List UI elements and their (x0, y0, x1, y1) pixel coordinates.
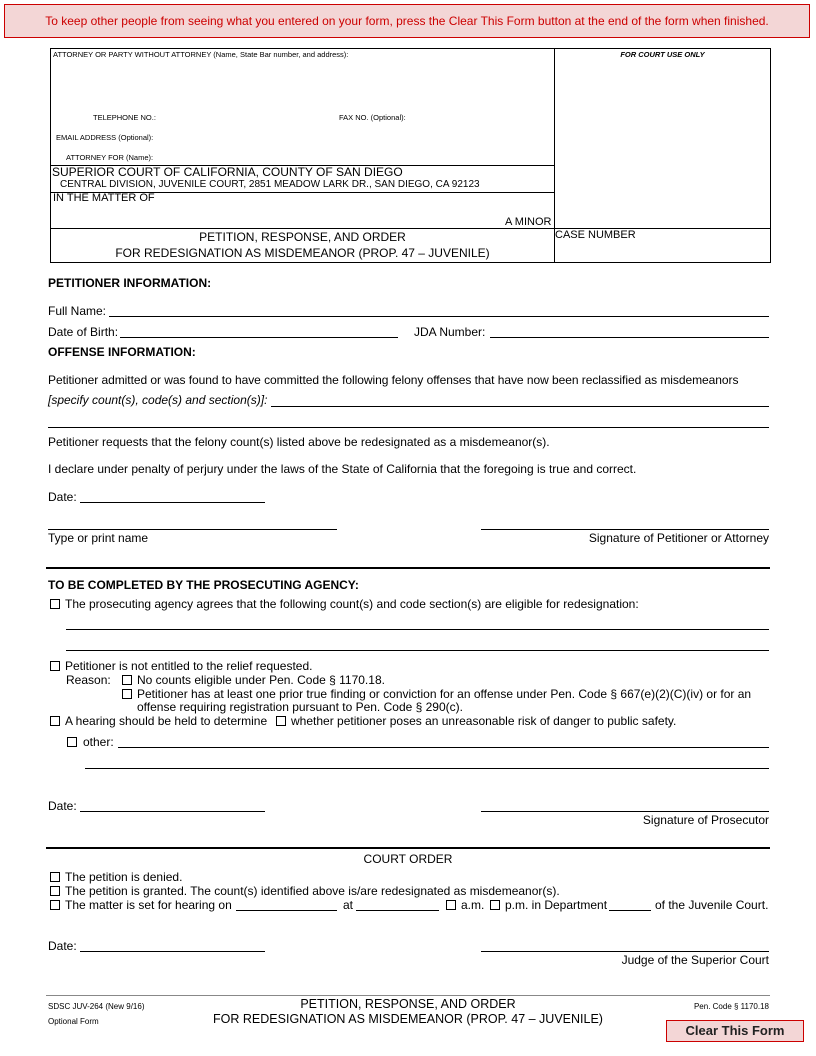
judge-date-label: Date: (48, 939, 77, 953)
granted-checkbox[interactable] (50, 886, 60, 896)
privacy-notice: To keep other people from seeing what you entered on your form, press the Clear This Form button at the end of the form when finished. (4, 4, 810, 38)
not-entitled-checkbox[interactable] (50, 661, 60, 671)
reason2-checkbox[interactable] (122, 689, 132, 699)
dob-label: Date of Birth: (48, 325, 119, 339)
agrees-checkbox[interactable] (50, 599, 60, 609)
print-name-label: Type or print name (48, 531, 149, 545)
footer-title-line2: FOR REDESIGNATION AS MISDEMEANOR (PROP. 47 – JUVENILE) (213, 1012, 603, 1026)
reason-label: Reason: (66, 673, 111, 687)
petitioner-date-field[interactable] (80, 502, 265, 503)
full-name-field[interactable] (109, 316, 769, 317)
fax-label: FAX NO. (Optional): (339, 113, 406, 122)
agrees-label: The prosecuting agency agrees that the following count(s) and code section(s) are eligible for redesignation: (65, 597, 639, 611)
court-name: SUPERIOR COURT OF CALIFORNIA, COUNTY OF SAN DIEGO (52, 165, 403, 179)
footer-title-line1: PETITION, RESPONSE, AND ORDER (300, 997, 516, 1011)
at-label: at (343, 898, 354, 912)
petitioner-heading: PETITIONER INFORMATION: (48, 276, 212, 290)
prosecutor-date-label: Date: (48, 799, 77, 813)
hearing-set-label: The matter is set for hearing on (65, 898, 232, 912)
not-entitled-label: Petitioner is not entitled to the relief requested. (65, 659, 313, 673)
other-label: other: (83, 735, 114, 749)
eligible-field-1[interactable] (66, 629, 769, 630)
section-divider-2 (46, 847, 770, 849)
hearing-date-field[interactable] (236, 910, 337, 911)
offense-field-2[interactable] (48, 427, 769, 428)
full-name-label: Full Name: (48, 304, 107, 318)
prosecutor-signature-line (481, 811, 769, 812)
petitioner-signature-line (481, 529, 769, 530)
court-use-label: FOR COURT USE ONLY (620, 50, 705, 59)
offense-field-1[interactable] (271, 406, 769, 407)
reason1-label: No counts eligible under Pen. Code § 1170.18. (137, 673, 385, 687)
risk-label: whether petitioner poses an unreasonable risk of danger to public safety. (291, 714, 677, 728)
court-order-heading: COURT ORDER (363, 852, 453, 866)
judge-signature-label: Judge of the Superior Court (621, 953, 769, 967)
prosecutor-date-field[interactable] (80, 811, 265, 812)
hearing-checkbox[interactable] (50, 716, 60, 726)
petitioner-signature-label: Signature of Petitioner or Attorney (588, 531, 769, 545)
petitioner-date-label: Date: (48, 490, 77, 504)
code-reference: Pen. Code § 1170.18 (693, 1002, 769, 1011)
risk-checkbox[interactable] (276, 716, 286, 726)
other-field-1[interactable] (118, 747, 769, 748)
eligible-field-2[interactable] (66, 650, 769, 651)
denied-checkbox[interactable] (50, 872, 60, 882)
jda-field[interactable] (490, 337, 769, 338)
reason2-label-cont: offense requiring registration pursuant to Pen. Code § 290(c). (137, 700, 463, 714)
judge-signature-line (481, 951, 769, 952)
offense-specify: [specify count(s), code(s) and section(s)]: (48, 393, 268, 407)
am-checkbox[interactable] (446, 900, 456, 910)
pm-label: p.m. in Department (505, 898, 608, 912)
other-checkbox[interactable] (67, 737, 77, 747)
pm-checkbox[interactable] (490, 900, 500, 910)
form-title-line1: PETITION, RESPONSE, AND ORDER (199, 230, 406, 244)
offense-heading: OFFENSE INFORMATION: (48, 345, 196, 359)
hearing-time-field[interactable] (356, 910, 439, 911)
court-address: CENTRAL DIVISION, JUVENILE COURT, 2851 MEADOW LARK DR., SAN DIEGO, CA 92123 (60, 179, 480, 190)
reason2-label: Petitioner has at least one prior true finding or conviction for an offense under Pen. Code § 667(e)(2)(C)(iv) or for an (137, 687, 752, 701)
section-divider-1 (46, 567, 770, 569)
denied-label: The petition is denied. (65, 870, 183, 884)
print-name-field[interactable] (48, 529, 337, 530)
hearing-label: A hearing should be held to determine (65, 714, 268, 728)
prosecutor-signature-label: Signature of Prosecutor (642, 813, 769, 827)
clear-form-button[interactable]: Clear This Form (666, 1020, 804, 1042)
attorney-for-label: ATTORNEY FOR (Name): (66, 153, 154, 162)
hearing-set-checkbox[interactable] (50, 900, 60, 910)
case-number-label: CASE NUMBER (555, 229, 636, 241)
request-text: Petitioner requests that the felony count(s) listed above be redesignated as a misdemeanor(s). (48, 435, 550, 449)
attorney-label: ATTORNEY OR PARTY WITHOUT ATTORNEY (Name, State Bar number, and address): (53, 50, 349, 59)
attorney-box (50, 48, 555, 166)
matter-label: IN THE MATTER OF (53, 192, 155, 204)
granted-label: The petition is granted. The count(s) identified above is/are redesignated as misdemeanor(s). (65, 884, 560, 898)
form-id: SDSC JUV-264 (New 9/16) (48, 1002, 145, 1011)
optional-form: Optional Form (48, 1017, 99, 1026)
juvenile-court-label: of the Juvenile Court. (655, 898, 769, 912)
form-title-line2: FOR REDESIGNATION AS MISDEMEANOR (PROP. 47 – JUVENILE) (115, 246, 490, 260)
minor-label: A MINOR (505, 216, 552, 228)
department-field[interactable] (609, 910, 651, 911)
telephone-label: TELEPHONE NO.: (93, 113, 156, 122)
dob-field[interactable] (120, 337, 398, 338)
declaration-text: I declare under penalty of perjury under the laws of the State of California that the foregoing is true and correct. (48, 462, 637, 476)
other-field-2[interactable] (85, 768, 769, 769)
reason1-checkbox[interactable] (122, 675, 132, 685)
offense-text: Petitioner admitted or was found to have committed the following felony offenses that have now been reclassified as misdemeanors (48, 373, 739, 387)
court-use-box (554, 48, 771, 229)
prosecuting-heading: TO BE COMPLETED BY THE PROSECUTING AGENCY: (48, 578, 359, 592)
email-label: EMAIL ADDRESS (Optional): (56, 133, 154, 142)
judge-date-field[interactable] (80, 951, 265, 952)
footer-divider (46, 995, 770, 996)
jda-label: JDA Number: (414, 325, 486, 339)
am-label: a.m. (461, 898, 485, 912)
